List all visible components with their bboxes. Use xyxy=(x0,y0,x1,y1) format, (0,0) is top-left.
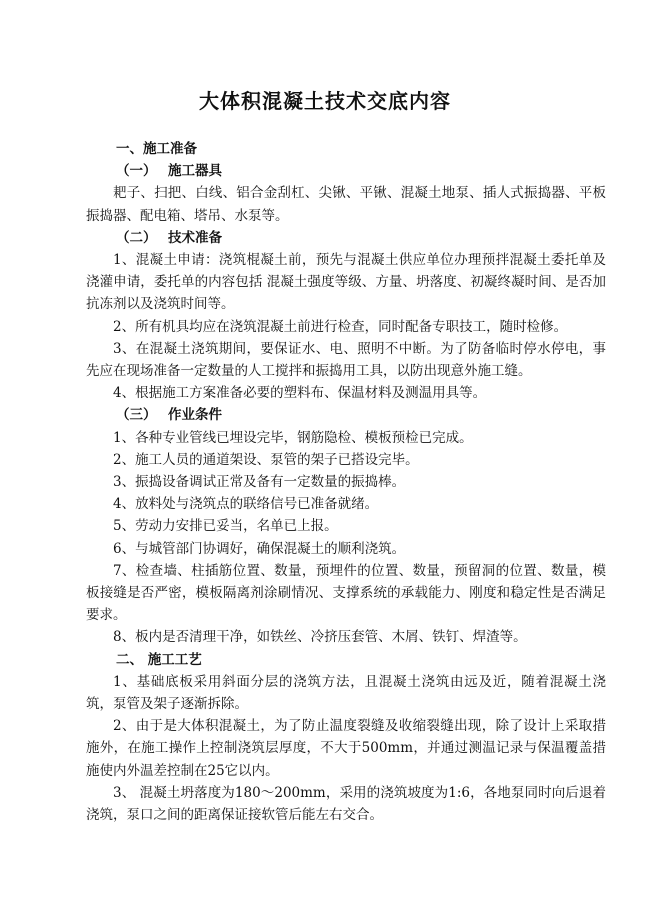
subsection-title: 技术准备 xyxy=(168,229,222,246)
section-heading-process: 二、 施工工艺 xyxy=(116,651,202,668)
subsection-number: （二） xyxy=(116,229,157,246)
list-item: 1、各种专业管线已埋设完毕，钢筋隐检、模板预检已完成。 xyxy=(113,429,473,446)
subsection-number: （一） xyxy=(116,163,157,180)
list-item: 4、放料处与浇筑点的联络信号已准备就绪。 xyxy=(113,496,379,513)
list-item: 3、振捣设备调试正常及备有一定数量的振捣棒。 xyxy=(113,474,406,491)
list-item: 1、基础底板采用斜面分层的浇筑方法，且混凝土浇筑由远及近，随着混凝土浇筑，泵管及架子逐渐拆除。 xyxy=(86,673,606,713)
list-item: 5、劳动力安排已妥当，名单已上报。 xyxy=(113,518,338,535)
subsection-heading-technical xyxy=(86,227,606,249)
list-item: 2、施工人员的通道架设、泵管的架子已搭设完毕。 xyxy=(113,451,419,468)
subsection-title: 施工器具 xyxy=(168,163,222,180)
paragraph-tools: 耙子、扫把、白线、铝合金刮杠、尖锹、平锹、混凝土地泵、插人式振捣器、平板振捣器、配电箱、塔吊、水泵等。 xyxy=(86,185,606,224)
list-item: 4、根据施工方案准备必要的塑料布、保温材料及测温用具等。 xyxy=(113,385,487,402)
document-body xyxy=(86,138,606,826)
list-item: 2、由于是大体积混凝土，为了防止温度裂缝及收缩裂缝出现，除了设计上采取措施外，在施工操作上控制浇筑层厚度，不大于500mm，并通过测温记录与保温覆盖措施使内外温差控制在25它以内。 xyxy=(86,718,606,779)
list-item: 2、所有机具均应在浇筑混凝土前进行检查，同时配备专职技工，随时检修。 xyxy=(113,318,568,335)
subsection-heading-conditions xyxy=(86,404,606,426)
subsection-heading-tools xyxy=(86,160,606,182)
subsection-title: 作业条件 xyxy=(168,407,222,424)
subsection-number: （三） xyxy=(116,407,157,424)
list-item: 7、检查墙、柱插筋位置、数量，预埋件的位置、数量，预留洞的位置、数量，模板接缝是否严密，模板隔离剂涂刷情况、支撑系统的承载能力、刚度和稳定性是否满足要求。 xyxy=(86,562,606,624)
section-heading-preparation: 一、施工准备 xyxy=(116,141,197,157)
list-item: 1、混凝土申请：浇筑棍凝土前，预先与混凝土供应单位办理预拌混凝土委托单及浇灌申请，委托单的内容包括 混凝土强度等级、方量、坍落度、初凝终凝时间、是否加抗冻剂以及浇筑时间等。 xyxy=(86,252,606,313)
list-item: 6、与城管部门协调好，确保混凝土的顺利浇筑。 xyxy=(113,540,406,557)
document-title: 大体积混凝土技术交底内容 xyxy=(199,89,451,113)
list-item: 8、板内是否清理干净，如铁丝、冷挤压套管、木屑、铁钉、焊渣等。 xyxy=(113,629,527,646)
list-item: 3、 混凝土坍落度为180～200mm，采用的浇筑坡度为1:6，各地泵同时向后退着浇筑，泵口之间的距离保证接软管后能左右交合。 xyxy=(86,784,606,824)
list-item: 3、在混凝土浇筑期间，要保证水、电、照明不中断。为了防备临时停水停电，事先应在现场准备一定数量的人工搅拌和振捣用工具，以防出现意外施工缝。 xyxy=(86,340,606,380)
